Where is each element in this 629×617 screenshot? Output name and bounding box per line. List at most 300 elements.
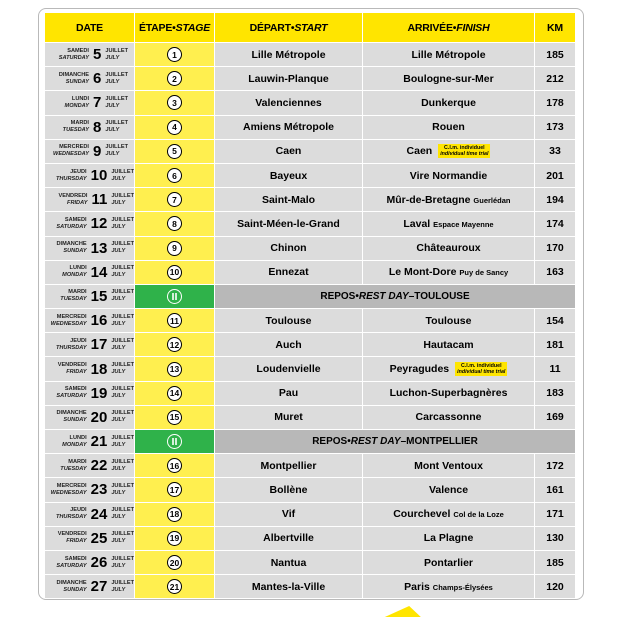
header-finish: ARRIVÉE • FINISH — [363, 13, 535, 43]
weekday-en: WEDNESDAY — [50, 320, 87, 327]
date-cell — [45, 116, 135, 140]
stage-cell — [135, 43, 215, 67]
month-en: JULY — [111, 489, 126, 496]
km-cell — [535, 454, 576, 478]
start-cell — [215, 212, 363, 236]
header-km: KM — [535, 13, 576, 43]
stage-cell — [135, 188, 215, 212]
weekday-en: WEDNESDAY — [53, 151, 89, 158]
start-cell — [215, 454, 363, 478]
weekday-fr: DIMANCHE — [56, 241, 87, 248]
date-cell — [45, 91, 135, 115]
km-value: 11 — [549, 363, 561, 376]
finish-extra: Espace Mayenne — [433, 219, 494, 229]
start-cell — [215, 575, 363, 599]
month-en: JULY — [111, 417, 126, 424]
weekday — [49, 386, 87, 400]
km-value: 172 — [546, 459, 564, 472]
stage-cell — [135, 116, 215, 140]
stage-cell — [135, 527, 215, 551]
weekday-en: MONDAY — [62, 272, 87, 279]
finish-cell — [363, 478, 535, 502]
month-fr: JUILLET — [111, 241, 134, 248]
day-number: 16 — [90, 312, 108, 330]
month-fr: JUILLET — [111, 168, 134, 175]
finish-cell — [363, 188, 535, 212]
finish-wrap — [410, 170, 487, 182]
time-trial-badge — [455, 362, 507, 376]
weekday — [49, 193, 87, 207]
km-value: 173 — [546, 121, 564, 134]
day-number: 18 — [90, 360, 108, 378]
month-fr: JUILLET — [111, 507, 134, 514]
stage-cell — [135, 67, 215, 91]
circled-number-icon: 10 — [167, 265, 182, 280]
weekday-fr: VENDREDI — [57, 531, 87, 538]
start-city: Chinon — [270, 242, 307, 255]
month — [111, 241, 134, 255]
km-value: 194 — [546, 193, 564, 206]
stage-cell — [135, 212, 215, 236]
finish-city: Mont Ventoux — [414, 459, 483, 472]
circled-number-icon: 6 — [167, 168, 182, 183]
finish-cell — [363, 140, 535, 164]
finish-cell — [363, 527, 535, 551]
finish-cell — [363, 261, 535, 285]
finish-wrap — [390, 363, 450, 375]
finish-wrap — [424, 532, 474, 544]
weekday — [49, 289, 87, 303]
date-cell — [45, 406, 135, 430]
weekday-fr: DIMANCHE — [56, 579, 87, 586]
finish-cell — [363, 116, 535, 140]
finish-city: Boulogne-sur-Mer — [403, 72, 494, 85]
circled-number-icon: 5 — [167, 144, 182, 159]
weekday-en: SUNDAY — [63, 248, 87, 255]
finish-wrap — [393, 508, 504, 520]
stage-table-frame — [38, 8, 584, 600]
date-cell — [45, 237, 135, 261]
date-cell — [45, 430, 135, 454]
month-fr: JUILLET — [111, 579, 134, 586]
km-cell — [535, 575, 576, 599]
start-city: Caen — [275, 145, 302, 158]
weekday-fr: VENDREDI — [58, 192, 88, 199]
km-cell — [535, 357, 576, 381]
finish-city: Châteauroux — [416, 242, 481, 255]
month — [111, 265, 134, 279]
weekday-en: TUESDAY — [60, 465, 87, 472]
finish-wrap — [424, 557, 473, 569]
finish-cell — [363, 91, 535, 115]
km-value: 130 — [546, 532, 564, 545]
finish-cell — [363, 551, 535, 575]
km-cell — [535, 406, 576, 430]
start-city: Amiens Métropole — [242, 121, 334, 134]
month — [111, 459, 134, 473]
time-trial-en: individual time trial — [457, 369, 506, 376]
finish-cell — [363, 164, 535, 188]
month-fr: JUILLET — [111, 434, 134, 441]
finish-cell — [363, 406, 535, 430]
header-stage: ÉTAPE • STAGE — [135, 13, 215, 43]
start-city: Pau — [278, 387, 299, 400]
finish-city: Courchevel — [393, 508, 451, 521]
weekday-fr: JEUDI — [70, 168, 87, 175]
weekday-fr: DIMANCHE — [58, 71, 89, 78]
weekday-en: SATURDAY — [58, 54, 89, 61]
day-number: 23 — [90, 481, 108, 499]
circled-number-icon: 7 — [167, 192, 182, 207]
finish-wrap — [416, 242, 480, 254]
month-fr: JUILLET — [111, 313, 134, 320]
weekday-fr: JEUDI — [70, 507, 87, 514]
finish-wrap — [429, 484, 468, 496]
weekday — [49, 96, 89, 110]
month-en: JULY — [105, 102, 120, 109]
km-cell — [535, 91, 576, 115]
finish-extra: Col de la Loze — [453, 510, 504, 520]
start-city: Albertville — [263, 532, 314, 545]
month-fr: JUILLET — [105, 47, 129, 54]
km-value: 178 — [546, 96, 564, 109]
finish-city: Mûr-de-Bretagne — [386, 193, 471, 206]
time-trial-badge — [438, 144, 490, 158]
finish-wrap — [411, 49, 485, 61]
finish-wrap — [407, 145, 433, 157]
day-number: 21 — [90, 433, 108, 451]
km-cell — [535, 309, 576, 333]
stage-cell — [135, 140, 215, 164]
km-cell — [535, 551, 576, 575]
weekday-fr: JEUDI — [70, 337, 87, 344]
weekday-en: FRIDAY — [67, 199, 88, 206]
rest-dash: – — [400, 436, 407, 448]
km-cell — [535, 67, 576, 91]
finish-city: La Plagne — [423, 532, 474, 545]
rest-dash: – — [408, 290, 415, 302]
stage-cell — [135, 164, 215, 188]
weekday-en: FRIDAY — [66, 538, 87, 545]
km-cell — [535, 478, 576, 502]
start-cell — [215, 309, 363, 333]
start-cell — [215, 406, 363, 430]
rest-day-icon — [167, 434, 182, 449]
month-fr: JUILLET — [105, 120, 129, 127]
month — [111, 169, 134, 183]
day-number: 13 — [90, 239, 108, 257]
month-fr: JUILLET — [111, 362, 134, 369]
km-value: 185 — [546, 48, 564, 61]
rest-day-band — [215, 285, 576, 309]
km-cell — [535, 43, 576, 67]
stage-cell — [135, 91, 215, 115]
start-city: Lauwin-Planque — [248, 72, 329, 85]
date-cell — [45, 382, 135, 406]
month-fr: JUILLET — [111, 337, 134, 344]
finish-wrap — [404, 581, 493, 593]
finish-city: Luchon-Superbagnères — [389, 387, 508, 400]
km-cell — [535, 382, 576, 406]
month-en: JULY — [111, 514, 126, 521]
km-cell — [535, 527, 576, 551]
date-cell — [45, 357, 135, 381]
month-fr: JUILLET — [111, 386, 134, 393]
weekday-en: THURSDAY — [55, 175, 87, 182]
day-number: 12 — [90, 215, 108, 233]
month — [105, 48, 128, 62]
stage-cell — [135, 285, 215, 309]
stage-cell — [135, 237, 215, 261]
finish-city: Vire Normandie — [409, 169, 488, 182]
weekday-en: MONDAY — [62, 441, 87, 448]
month-fr: JUILLET — [105, 95, 129, 102]
month — [111, 217, 134, 231]
weekday-en: SATURDAY — [56, 562, 87, 569]
month — [111, 531, 134, 545]
weekday-en: TUESDAY — [62, 127, 89, 134]
km-cell — [535, 164, 576, 188]
km-value: 33 — [549, 145, 561, 158]
month-en: JULY — [111, 562, 126, 569]
km-value: 183 — [546, 387, 564, 400]
day-number: 15 — [90, 287, 108, 305]
date-cell — [45, 503, 135, 527]
start-city: Auch — [275, 338, 302, 351]
yellow-arrow-icon — [385, 606, 427, 617]
month-en: JULY — [111, 248, 126, 255]
month — [111, 289, 134, 303]
rest-label-en: REST DAY — [350, 436, 401, 448]
km-value: 171 — [546, 508, 564, 521]
weekday-en: SUNDAY — [63, 586, 87, 593]
finish-city: Dunkerque — [421, 96, 476, 109]
rest-label-en: REST DAY — [358, 290, 409, 302]
weekday — [49, 580, 87, 594]
weekday — [49, 459, 87, 473]
finish-wrap — [386, 194, 510, 206]
start-city: Lille Métropole — [251, 48, 326, 61]
finish-cell — [363, 43, 535, 67]
weekday — [49, 507, 87, 521]
weekday-en: WEDNESDAY — [50, 489, 87, 496]
weekday — [49, 362, 87, 376]
start-cell — [215, 188, 363, 212]
weekday-en: THURSDAY — [55, 514, 87, 521]
month — [111, 410, 134, 424]
start-cell — [215, 140, 363, 164]
month — [105, 144, 128, 158]
finish-cell — [363, 575, 535, 599]
day-number: 11 — [91, 191, 108, 209]
weekday-fr: MERCREDI — [56, 313, 87, 320]
finish-city: Caen — [406, 145, 433, 158]
month — [105, 120, 128, 134]
month — [111, 483, 134, 497]
day-number: 17 — [90, 336, 108, 354]
finish-city: Laval — [403, 217, 431, 230]
start-city: Bollène — [269, 483, 308, 496]
weekday-fr: SAMEDI — [64, 216, 87, 223]
month-fr: JUILLET — [111, 531, 134, 538]
weekday — [49, 338, 87, 352]
month — [111, 386, 134, 400]
start-city: Muret — [274, 411, 303, 424]
rest-label-fr: REPOS — [312, 436, 348, 448]
month-en: JULY — [111, 586, 126, 593]
circled-number-icon: 2 — [167, 71, 182, 86]
month-fr: JUILLET — [111, 192, 134, 199]
start-cell — [215, 503, 363, 527]
date-cell — [45, 43, 135, 67]
date-cell — [45, 67, 135, 91]
km-cell — [535, 140, 576, 164]
finish-wrap — [416, 411, 482, 423]
date-cell — [45, 140, 135, 164]
circled-number-icon: 18 — [167, 507, 182, 522]
circled-number-icon: 12 — [167, 337, 182, 352]
day-number: 14 — [90, 263, 108, 281]
day-number: 6 — [93, 70, 102, 88]
finish-cell — [363, 503, 535, 527]
weekday — [49, 435, 87, 449]
month-fr: JUILLET — [105, 71, 129, 78]
km-cell — [535, 188, 576, 212]
circled-number-icon: 8 — [167, 216, 182, 231]
km-value: 120 — [546, 580, 564, 593]
weekday — [49, 410, 87, 424]
finish-city: Carcassonne — [415, 411, 482, 424]
date-cell — [45, 527, 135, 551]
day-number: 25 — [90, 529, 108, 547]
date-cell — [45, 188, 135, 212]
month-fr: JUILLET — [111, 265, 134, 272]
weekday-en: FRIDAY — [66, 369, 87, 376]
start-cell — [215, 478, 363, 502]
date-cell — [45, 454, 135, 478]
month-en: JULY — [111, 175, 126, 182]
weekday-en: MONDAY — [64, 102, 89, 109]
month-en: JULY — [111, 199, 126, 206]
km-value: 161 — [546, 483, 564, 496]
start-cell — [215, 91, 363, 115]
km-cell — [535, 333, 576, 357]
month-en: JULY — [105, 127, 120, 134]
month-en: JULY — [111, 344, 126, 351]
km-cell — [535, 116, 576, 140]
finish-extra: Guerlédan — [473, 195, 511, 205]
finish-cell — [363, 212, 535, 236]
weekday-fr: VENDREDI — [57, 362, 87, 369]
weekday-fr: SAMEDI — [64, 555, 87, 562]
weekday — [49, 241, 87, 255]
weekday — [49, 48, 89, 62]
month — [111, 193, 134, 207]
finish-city: Le Mont-Dore — [388, 266, 457, 279]
finish-cell — [363, 67, 535, 91]
weekday — [49, 314, 87, 328]
km-value: 181 — [546, 338, 564, 351]
weekday-en: SUNDAY — [65, 78, 89, 85]
start-city: Saint-Méen-le-Grand — [237, 217, 340, 230]
weekday-fr: SAMEDI — [64, 386, 87, 393]
month-en: JULY — [111, 320, 126, 327]
stage-cell — [135, 454, 215, 478]
circled-number-icon: 21 — [167, 579, 182, 594]
rest-day-band — [215, 430, 576, 454]
rest-city: MONTPELLIER — [406, 436, 478, 448]
rest-label-fr: REPOS — [320, 290, 356, 302]
date-cell — [45, 212, 135, 236]
time-trial-fr: C.l.m. individuel — [460, 363, 502, 370]
finish-city: Hautacam — [423, 338, 474, 351]
month-fr: JUILLET — [105, 144, 129, 151]
weekday-en: TUESDAY — [60, 296, 87, 303]
header-date: DATE — [45, 13, 135, 43]
day-number: 10 — [90, 167, 108, 185]
start-city: Mantes-la-Ville — [251, 580, 326, 593]
month-fr: JUILLET — [111, 555, 134, 562]
month-en: JULY — [111, 393, 126, 400]
stage-cell — [135, 430, 215, 454]
km-value: 169 — [546, 411, 564, 424]
weekday — [49, 72, 89, 86]
month — [111, 314, 134, 328]
km-value: 154 — [546, 314, 564, 327]
circled-number-icon: 16 — [167, 458, 182, 473]
finish-wrap — [432, 121, 465, 133]
finish-extra: Puy de Sancy — [459, 268, 509, 278]
circled-number-icon: 20 — [167, 555, 182, 570]
weekday-fr: MARDI — [68, 289, 87, 296]
day-number: 20 — [90, 408, 108, 426]
date-cell — [45, 261, 135, 285]
circled-number-icon: 14 — [167, 386, 182, 401]
month-fr: JUILLET — [111, 410, 134, 417]
month — [111, 556, 134, 570]
start-city: Vif — [281, 508, 296, 521]
start-cell — [215, 67, 363, 91]
month — [105, 96, 128, 110]
km-value: 212 — [546, 72, 564, 85]
weekday — [49, 120, 89, 134]
circled-number-icon: 11 — [167, 313, 182, 328]
finish-city: Valence — [428, 483, 469, 496]
rest-city: TOULOUSE — [414, 290, 470, 302]
circled-number-icon: 19 — [167, 531, 182, 546]
start-city: Bayeux — [269, 169, 308, 182]
km-value: 174 — [546, 217, 564, 230]
time-trial-en: individual time trial — [440, 151, 489, 158]
day-number: 27 — [90, 578, 108, 596]
finish-wrap — [421, 97, 476, 109]
weekday — [49, 144, 89, 158]
weekday-fr: MERCREDI — [59, 144, 89, 151]
stage-cell — [135, 261, 215, 285]
start-city: Loudenvielle — [256, 363, 321, 376]
month-fr: JUILLET — [111, 458, 134, 465]
finish-wrap — [426, 315, 472, 327]
start-cell — [215, 43, 363, 67]
month-en: JULY — [111, 369, 126, 376]
circled-number-icon: 9 — [167, 241, 182, 256]
month — [105, 72, 128, 86]
circled-number-icon: 3 — [167, 95, 182, 110]
month-en: JULY — [111, 223, 126, 230]
weekday-en: THURSDAY — [55, 344, 87, 351]
km-value: 163 — [546, 266, 564, 279]
stage-cell — [135, 406, 215, 430]
